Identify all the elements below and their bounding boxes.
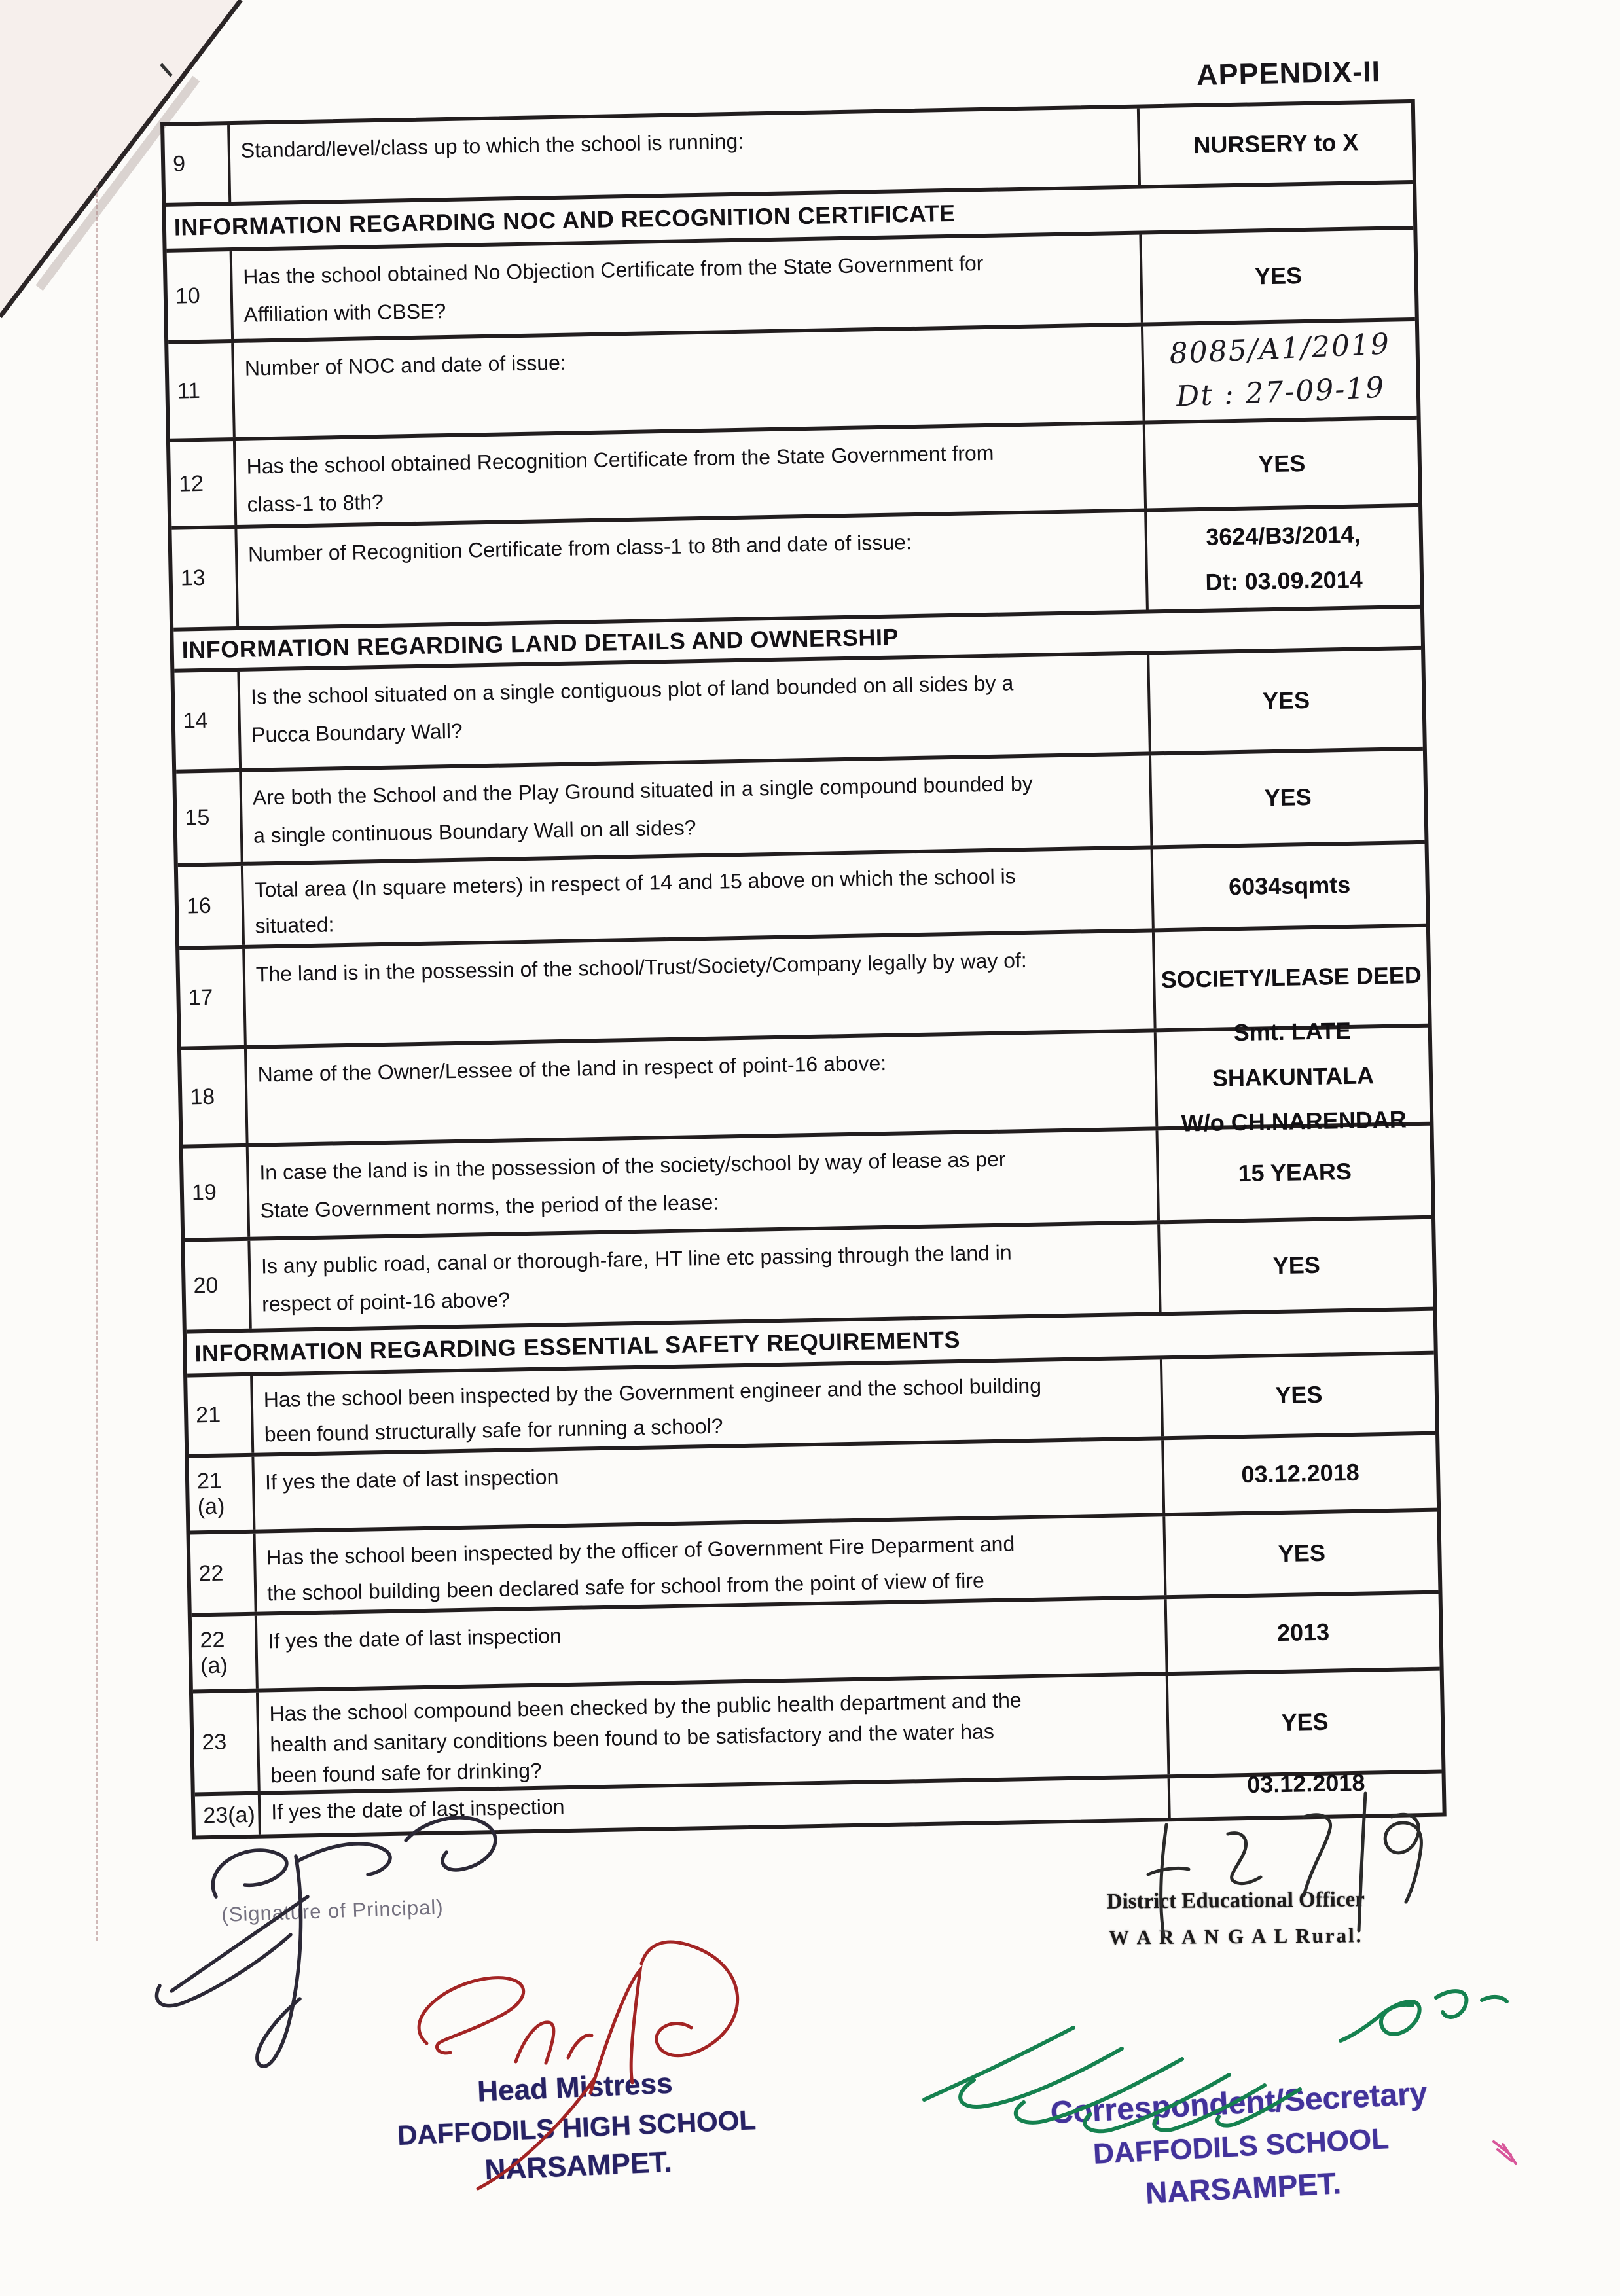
question-line: Has the school obtained No Objection Certificate from the State Government for bbox=[243, 251, 984, 289]
section-header-label: INFORMATION REGARDING ESSENTIAL SAFETY REQUIREMENTS bbox=[194, 1325, 961, 1367]
question-cell bbox=[237, 512, 1148, 626]
row-number-cell: 9 bbox=[164, 125, 231, 203]
qa-table bbox=[160, 99, 1447, 1840]
answer-line: 15 YEARS bbox=[1238, 1158, 1352, 1187]
question-line: If yes the date of last inspection bbox=[271, 1795, 565, 1824]
answer-line: YES bbox=[1262, 686, 1310, 715]
question-line: Has the school been inspected by the officer of Government Fire Deparment and bbox=[266, 1532, 1015, 1570]
answer-cell bbox=[1157, 1017, 1430, 1137]
row-number-cell: 23(a) bbox=[195, 1795, 261, 1836]
question-line: Are both the School and the Play Ground situated in a single compound bounded by bbox=[252, 771, 1033, 810]
answer-cell bbox=[1164, 1435, 1437, 1513]
pink-mark-icon bbox=[1494, 2142, 1516, 2164]
question-cell bbox=[249, 1130, 1160, 1236]
question-line: a single continuous Boundary Wall on all sides? bbox=[253, 816, 696, 848]
answer-cell bbox=[1153, 844, 1426, 929]
answer-line: 8085/A1/2019 bbox=[1168, 327, 1391, 371]
question-line: situated: bbox=[255, 912, 334, 938]
question-cell bbox=[253, 1359, 1164, 1452]
stamp-title: District Educational Officer bbox=[1106, 1888, 1365, 1914]
principal-signature-icon bbox=[156, 1818, 495, 2066]
answer-line: YES bbox=[1257, 449, 1306, 478]
answer-line: 03.12.2018 bbox=[1241, 1459, 1360, 1488]
answer-line: YES bbox=[1264, 783, 1312, 812]
answer-line: NURSERY to X bbox=[1193, 128, 1359, 159]
question-cell bbox=[232, 235, 1143, 339]
question-cell bbox=[240, 655, 1151, 768]
row-number-cell: 16 bbox=[178, 866, 245, 946]
question-line: If yes the date of last inspection bbox=[268, 1624, 562, 1653]
row-number-cell: 22 (a) bbox=[192, 1616, 259, 1690]
section-header-label: INFORMATION REGARDING NOC AND RECOGNITION CERTIFICATE bbox=[173, 199, 956, 241]
answer-cell bbox=[1162, 1355, 1435, 1437]
row-number-cell: 19 bbox=[183, 1147, 250, 1238]
answer-line: Dt: 03.09.2014 bbox=[1205, 565, 1363, 596]
question-line: State Government norms, the period of the lease: bbox=[260, 1190, 719, 1223]
answer-cell bbox=[1145, 420, 1418, 509]
stamp-school: DAFFODILS HIGH SCHOOL bbox=[397, 2104, 757, 2151]
appendix-label: APPENDIX-II bbox=[1196, 54, 1381, 92]
question-cell bbox=[250, 1224, 1161, 1328]
stamp-title: Head Mistress bbox=[477, 2067, 674, 2108]
stamp-place: NARSAMPET. bbox=[484, 2145, 673, 2187]
answer-cell bbox=[1151, 751, 1424, 846]
question-line: Standard/level/class up to which the school is running: bbox=[240, 129, 744, 162]
answer-cell bbox=[1147, 507, 1420, 610]
question-cell bbox=[242, 755, 1153, 861]
section-header-label: INFORMATION REGARDING LAND DETAILS AND OWNERSHIP bbox=[181, 622, 899, 664]
answer-line: 2013 bbox=[1276, 1618, 1330, 1647]
answer-cell bbox=[1142, 230, 1414, 323]
row-number-cell: 14 bbox=[174, 672, 242, 770]
answer-line: YES bbox=[1275, 1381, 1323, 1409]
question-line: class-1 to 8th? bbox=[247, 490, 384, 516]
question-line: been found structurally safe for running a school? bbox=[264, 1414, 723, 1446]
row-number-cell: 21 bbox=[187, 1376, 254, 1454]
stamp-place: NARSAMPET. bbox=[1144, 2166, 1342, 2210]
answer-line: W/o CH.NARENDAR bbox=[1181, 1105, 1407, 1137]
question-line: Number of NOC and date of issue: bbox=[244, 350, 567, 380]
stamp-school: DAFFODILS SCHOOL bbox=[1092, 2123, 1390, 2170]
row-number-cell: 21 (a) bbox=[189, 1457, 255, 1531]
answer-line: 6034sqmts bbox=[1228, 871, 1351, 901]
question-line: If yes the date of last inspection bbox=[264, 1465, 559, 1494]
answer-line: YES bbox=[1278, 1539, 1326, 1567]
question-line: In case the land is in the possession of the society/school by way of lease as per bbox=[259, 1147, 1006, 1185]
row-number-cell: 12 bbox=[170, 441, 237, 526]
question-line: Total area (In square meters) in respect of 14 and 15 above on which the school is bbox=[254, 864, 1016, 902]
answer-cell bbox=[1168, 1671, 1442, 1775]
stamp-place: W A R A N G A L Rural. bbox=[1108, 1924, 1363, 1949]
row-number-cell: 11 bbox=[168, 343, 236, 439]
answer-line: Dt : 27-09-19 bbox=[1175, 370, 1386, 414]
answer-cell bbox=[1160, 1219, 1433, 1312]
question-line: Is any public road, canal or thorough-fare, HT line etc passing through the land in bbox=[261, 1240, 1012, 1278]
question-line: Pucca Boundary Wall? bbox=[251, 719, 463, 747]
question-line: Is the school situated on a single contiguous plot of land bounded on all sides by a bbox=[250, 671, 1014, 709]
question-line: Has the school been inspected by the Government engineer and the school building bbox=[263, 1373, 1042, 1412]
row-number-cell: 13 bbox=[171, 529, 239, 628]
answer-cell bbox=[1140, 103, 1413, 185]
answer-cell bbox=[1149, 650, 1423, 752]
question-cell bbox=[243, 849, 1155, 944]
question-line: Name of the Owner/Lessee of the land in respect of point-16 above: bbox=[257, 1050, 887, 1086]
answer-line: 03.12.2018 bbox=[1246, 1768, 1365, 1798]
answer-cell bbox=[1158, 1126, 1431, 1221]
question-line: the school building been declared safe for school from the point of view of fire bbox=[266, 1568, 985, 1605]
answer-line: 3624/B3/2014, bbox=[1205, 520, 1361, 550]
answer-cell bbox=[1167, 1594, 1440, 1672]
question-cell bbox=[256, 1516, 1167, 1611]
answer-cell bbox=[1170, 1762, 1442, 1806]
head-mistress-stamp bbox=[388, 2066, 766, 2189]
question-line: Affiliation with CBSE? bbox=[243, 299, 446, 327]
answer-line: YES bbox=[1281, 1708, 1329, 1736]
row-number-cell: 22 bbox=[190, 1534, 257, 1613]
question-line: been found safe for drinking? bbox=[270, 1758, 543, 1787]
row-number-cell: 18 bbox=[181, 1049, 249, 1145]
question-line: health and sanitary conditions been found to be satisfactory and the water has bbox=[270, 1719, 995, 1757]
correspondent-secretary-stamp bbox=[1016, 2076, 1466, 2214]
question-cell bbox=[230, 109, 1141, 202]
question-line: Has the school obtained Recognition Certificate from the State Government from bbox=[246, 440, 994, 478]
row-number-cell: 15 bbox=[176, 772, 243, 863]
answer-line: Smt. LATE SHAKUNTALA bbox=[1212, 1017, 1375, 1092]
stamp-title: Correspondent/Secretary bbox=[1049, 2076, 1428, 2131]
principal-signature-caption: (Signature of Principal) bbox=[221, 1895, 444, 1926]
question-line: The land is in the possessin of the school/Trust/Society/Company legally by way of: bbox=[255, 948, 1028, 986]
left-margin-dashed-line bbox=[96, 187, 98, 1941]
district-educational-officer-stamp bbox=[1079, 1889, 1394, 1948]
row-number-cell: 20 bbox=[185, 1241, 251, 1330]
row-number-cell: 10 bbox=[167, 251, 234, 340]
question-cell bbox=[234, 327, 1145, 437]
answer-line: SOCIETY/LEASE DEED bbox=[1161, 961, 1422, 994]
question-cell bbox=[247, 1032, 1158, 1143]
question-cell bbox=[245, 932, 1156, 1045]
question-line: respect of point-16 above? bbox=[261, 1287, 511, 1316]
answer-line: YES bbox=[1254, 261, 1303, 290]
question-cell bbox=[236, 425, 1147, 525]
row-number-cell: 17 bbox=[179, 949, 247, 1047]
question-cell bbox=[259, 1676, 1170, 1791]
question-line: Number of Recognition Certificate from class-1 to 8th and date of issue: bbox=[247, 530, 912, 566]
answer-cell-handwritten bbox=[1143, 321, 1417, 421]
answer-line: YES bbox=[1272, 1251, 1321, 1279]
question-line: Has the school compound been checked by the public health department and the bbox=[269, 1688, 1022, 1726]
row-number-cell: 23 bbox=[193, 1693, 261, 1793]
answer-cell bbox=[1165, 1512, 1438, 1596]
